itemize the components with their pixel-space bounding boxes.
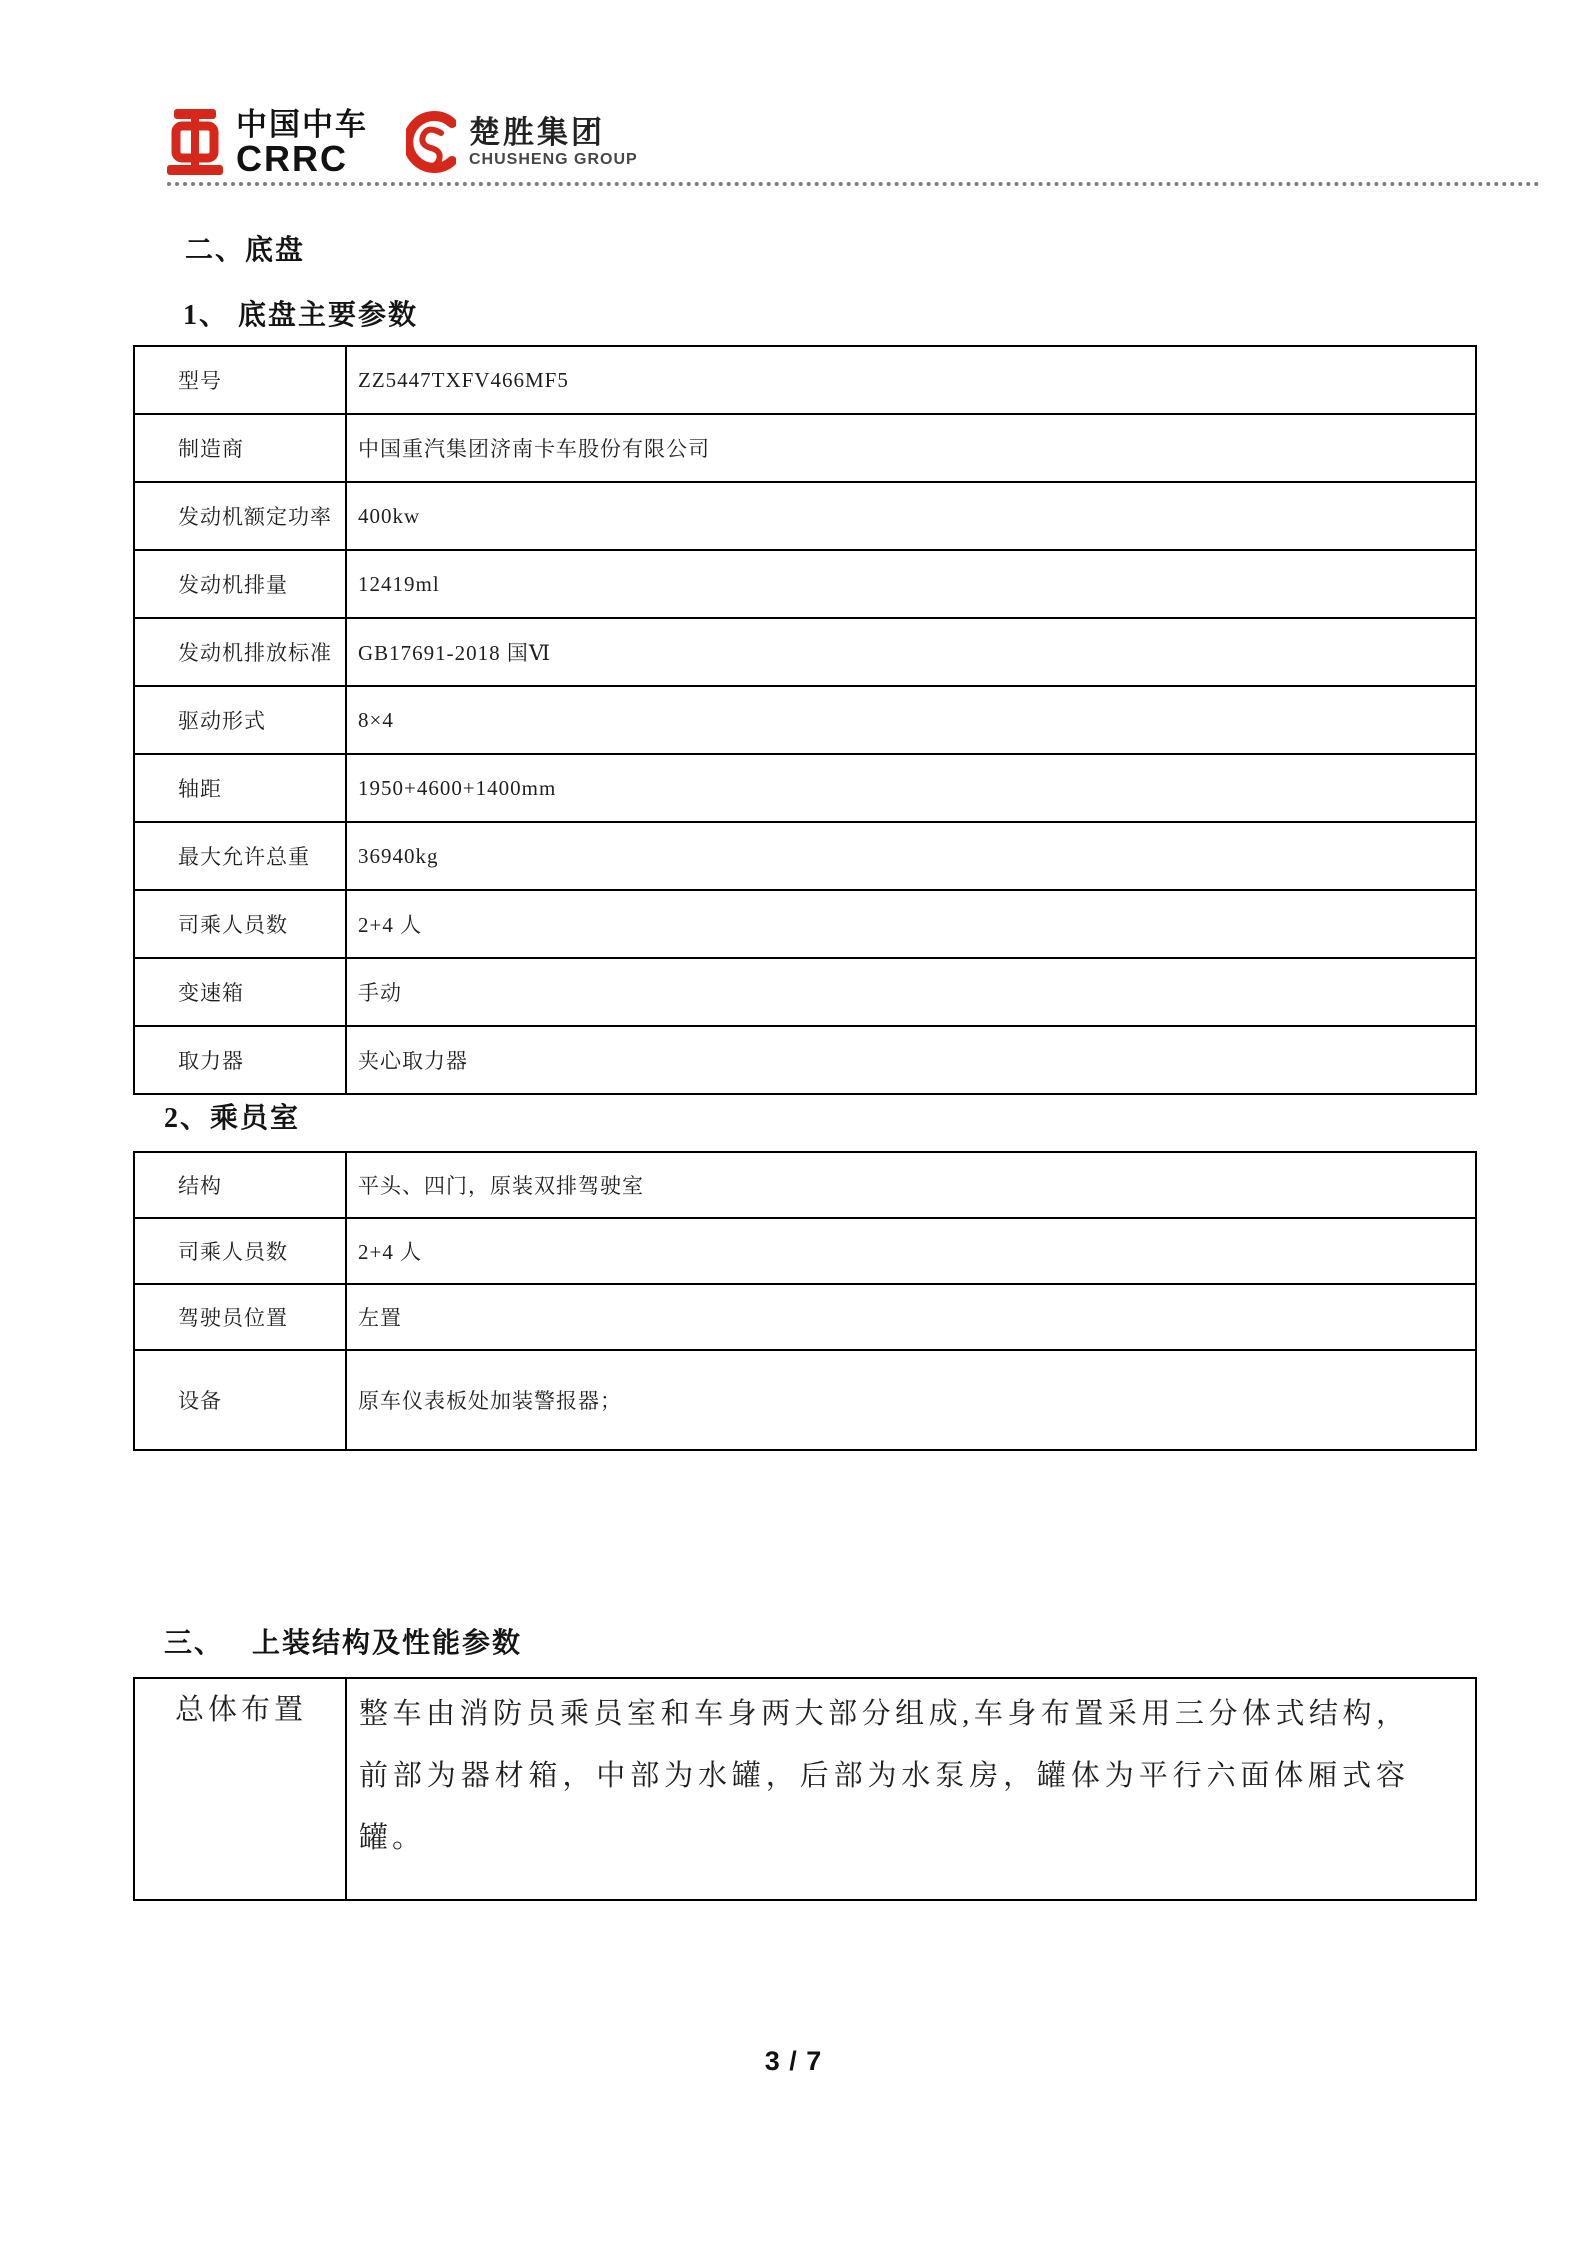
crrc-logo-text — [236, 107, 368, 179]
spec-label: 变速箱 — [134, 958, 346, 1026]
spec-value: 整车由消防员乘员室和车身两大部分组成,车身布置采用三分体式结构，前部为器材箱，中部为水罐，后部为水泵房，罐体为平行六面体厢式容罐。 — [346, 1678, 1476, 1900]
table-row — [134, 754, 1476, 822]
chassis-params-table — [133, 345, 1477, 1095]
crew-cabin-table — [133, 1151, 1477, 1451]
spec-value: 夹心取力器 — [346, 1026, 1476, 1094]
table-row — [134, 1026, 1476, 1094]
chusheng-logo — [406, 108, 638, 176]
chusheng-logo-zh: 楚胜集团 — [469, 115, 605, 150]
spec-value: 2+4 人 — [346, 890, 1476, 958]
table-row — [134, 890, 1476, 958]
table-row — [134, 1678, 1476, 1900]
table-row — [134, 686, 1476, 754]
spec-label: 型号 — [134, 346, 346, 414]
spec-value: 12419ml — [346, 550, 1476, 618]
spec-label: 总体布置 — [134, 1678, 346, 1900]
spec-value: 平头、四门，原装双排驾驶室 — [346, 1152, 1476, 1218]
crrc-logo-en: CRRC — [236, 138, 348, 179]
table-row — [134, 482, 1476, 550]
spec-label: 驾驶员位置 — [134, 1284, 346, 1350]
spec-value: 中国重汽集团济南卡车股份有限公司 — [346, 414, 1476, 482]
spec-value: 400kw — [346, 482, 1476, 550]
spec-value: ZZ5447TXFV466MF5 — [346, 346, 1476, 414]
table-row — [134, 822, 1476, 890]
heading-superstructure-number: 三、 — [164, 1628, 225, 1659]
spec-label: 取力器 — [134, 1026, 346, 1094]
table-row — [134, 618, 1476, 686]
chusheng-logo-en: CHUSHENG GROUP — [469, 151, 638, 168]
spec-label: 司乘人员数 — [134, 1218, 346, 1284]
spec-label: 司乘人员数 — [134, 890, 346, 958]
spec-label: 驱动形式 — [134, 686, 346, 754]
page-number: 3 / 7 — [764, 2046, 823, 2076]
spec-label: 最大允许总重 — [134, 822, 346, 890]
spec-label: 发动机排量 — [134, 550, 346, 618]
spec-label: 设备 — [134, 1350, 346, 1450]
spec-value: 手动 — [346, 958, 1476, 1026]
page-header — [167, 102, 638, 182]
spec-value: GB17691-2018 国Ⅵ — [346, 618, 1476, 686]
crrc-logo — [167, 107, 368, 179]
spec-label: 发动机排放标准 — [134, 618, 346, 686]
table-row — [134, 1218, 1476, 1284]
spec-label: 发动机额定功率 — [134, 482, 346, 550]
crrc-logo-zh: 中国中车 — [236, 107, 368, 142]
chusheng-logo-icon — [406, 108, 456, 176]
spec-label: 结构 — [134, 1152, 346, 1218]
table-row — [134, 1350, 1476, 1450]
spec-value: 1950+4600+1400mm — [346, 754, 1476, 822]
heading-superstructure — [164, 1621, 522, 1661]
spec-value: 左置 — [346, 1284, 1476, 1350]
table-row — [134, 414, 1476, 482]
crrc-logo-icon — [167, 109, 223, 175]
subheading-chassis-params: 1、 底盘主要参数 — [183, 300, 419, 331]
spec-label: 轴距 — [134, 754, 346, 822]
spec-label: 制造商 — [134, 414, 346, 482]
spec-value: 8×4 — [346, 686, 1476, 754]
header-divider — [167, 182, 1540, 186]
heading-superstructure-title: 上装结构及性能参数 — [252, 1628, 523, 1659]
table-row — [134, 1284, 1476, 1350]
heading-chassis: 二、底盘 — [185, 235, 306, 266]
table-row — [134, 550, 1476, 618]
spec-value: 2+4 人 — [346, 1218, 1476, 1284]
table-row — [134, 346, 1476, 414]
chusheng-logo-text — [469, 115, 638, 169]
spec-value: 36940kg — [346, 822, 1476, 890]
superstructure-table — [133, 1677, 1477, 1901]
heading-crew-cabin: 2、乘员室 — [164, 1103, 301, 1134]
table-row — [134, 958, 1476, 1026]
table-row — [134, 1152, 1476, 1218]
spec-value: 原车仪表板处加装警报器； — [346, 1350, 1476, 1450]
